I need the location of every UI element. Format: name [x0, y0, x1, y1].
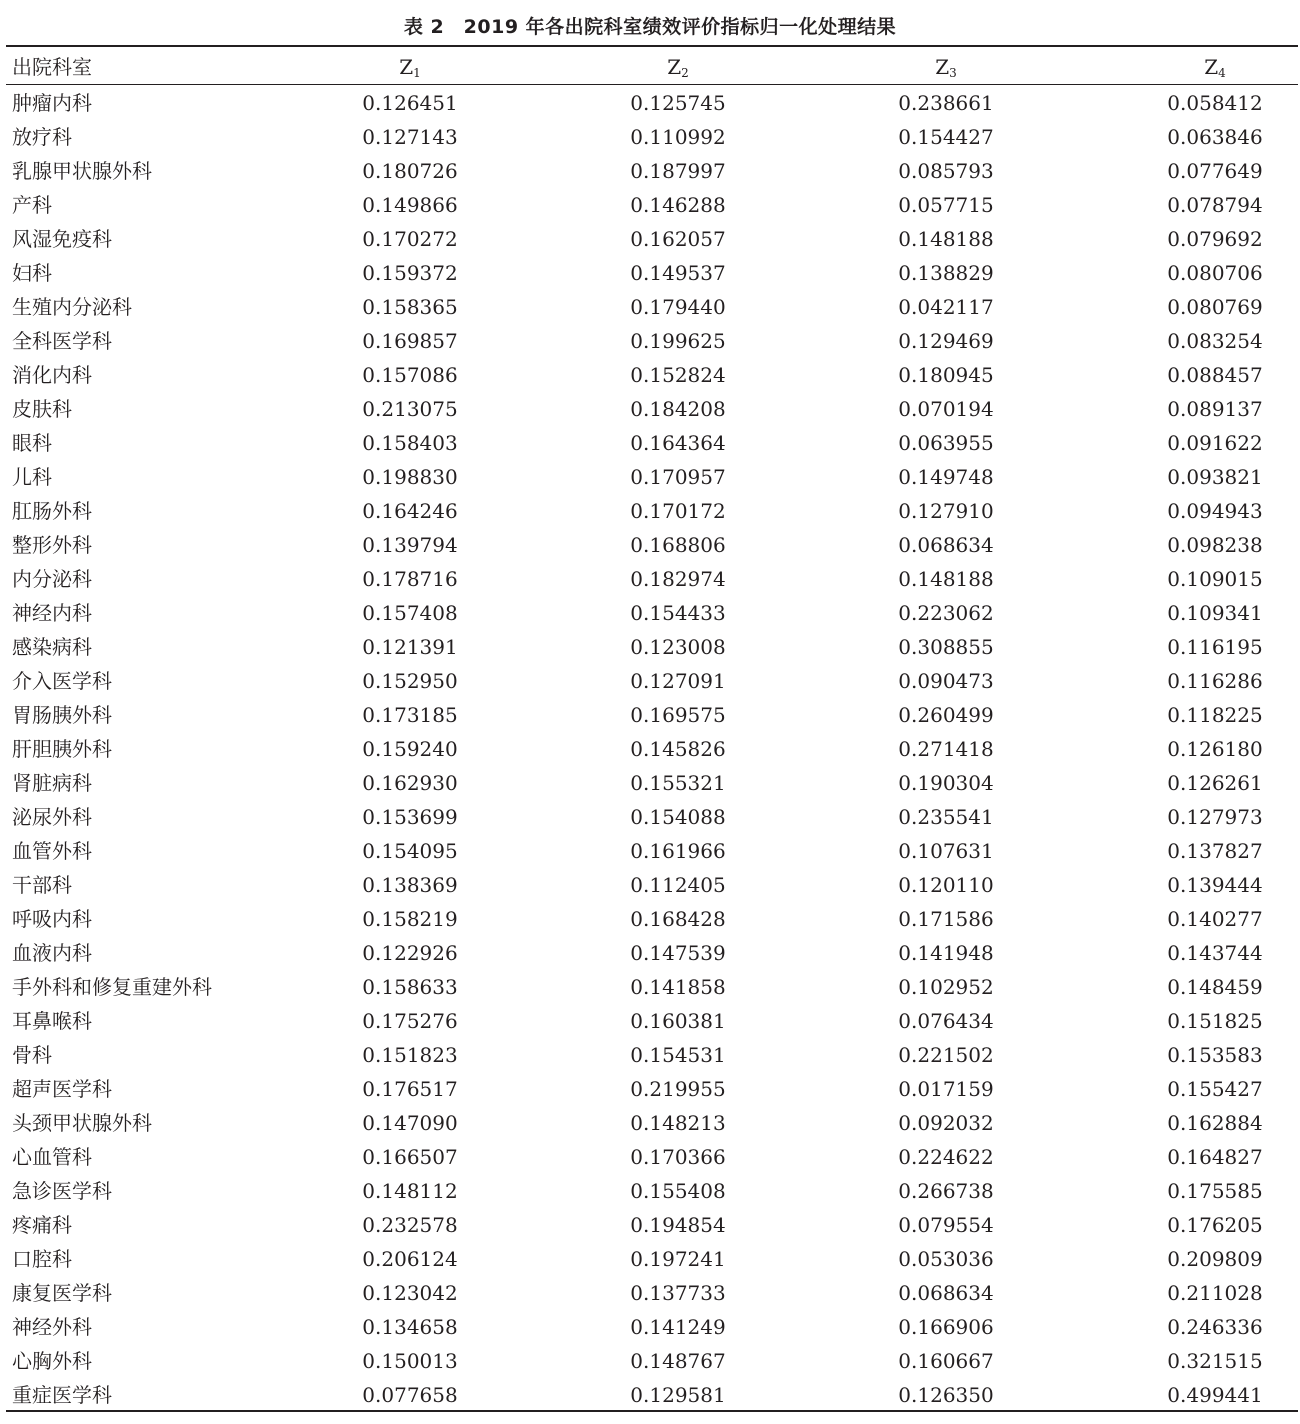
table-row	[0, 800, 1300, 834]
z2-cell: 0.154088	[630, 805, 726, 829]
z3-cell: 0.166906	[898, 1315, 994, 1339]
dept-cell: 妇科	[12, 261, 52, 285]
dept-cell: 疼痛科	[12, 1213, 72, 1237]
z3-cell: 0.308855	[898, 635, 994, 659]
z3-cell: 0.235541	[898, 805, 994, 829]
dept-cell: 介入医学科	[12, 669, 112, 693]
dept-cell: 心胸外科	[12, 1349, 92, 1373]
z2-cell: 0.147539	[630, 941, 726, 965]
z3-cell: 0.224622	[898, 1145, 994, 1169]
table-row	[0, 1072, 1300, 1106]
z2-cell: 0.154531	[630, 1043, 726, 1067]
dept-cell: 肿瘤内科	[12, 91, 92, 115]
table-row	[0, 392, 1300, 426]
z1-cell: 0.206124	[362, 1247, 458, 1271]
z1-cell: 0.158403	[362, 431, 458, 455]
dept-cell: 急诊医学科	[12, 1179, 112, 1203]
z1-cell: 0.213075	[362, 397, 458, 421]
z2-cell: 0.154433	[630, 601, 726, 625]
z1-cell: 0.176517	[362, 1077, 458, 1101]
z4-cell: 0.083254	[1167, 329, 1263, 353]
z1-cell: 0.198830	[362, 465, 458, 489]
z3-cell: 0.138829	[898, 261, 994, 285]
z2-cell: 0.146288	[630, 193, 726, 217]
z1-cell: 0.170272	[362, 227, 458, 251]
z2-cell: 0.162057	[630, 227, 726, 251]
z4-cell: 0.080769	[1167, 295, 1263, 319]
z4-cell: 0.143744	[1167, 941, 1263, 965]
dept-cell: 耳鼻喉科	[12, 1009, 92, 1033]
table-row	[0, 1004, 1300, 1038]
table-row	[0, 698, 1300, 732]
dept-cell: 肝胆胰外科	[12, 737, 112, 761]
table-row	[0, 222, 1300, 256]
z4-cell: 0.140277	[1167, 907, 1263, 931]
table-row	[0, 1106, 1300, 1140]
z1-cell: 0.153699	[362, 805, 458, 829]
z4-cell: 0.098238	[1167, 533, 1263, 557]
z1-cell: 0.134658	[362, 1315, 458, 1339]
z3-cell: 0.063955	[898, 431, 994, 455]
dept-cell: 感染病科	[12, 635, 92, 659]
z3-cell: 0.260499	[898, 703, 994, 727]
z4-cell: 0.088457	[1167, 363, 1263, 387]
table-row	[0, 154, 1300, 188]
z2-cell: 0.170366	[630, 1145, 726, 1169]
z4-cell: 0.211028	[1167, 1281, 1263, 1305]
z4-cell: 0.126261	[1167, 771, 1263, 795]
z1-cell: 0.158633	[362, 975, 458, 999]
z3-cell: 0.127910	[898, 499, 994, 523]
z3-cell: 0.221502	[898, 1043, 994, 1067]
dept-cell: 骨科	[12, 1043, 52, 1067]
z1-cell: 0.122926	[362, 941, 458, 965]
dept-cell: 肛肠外科	[12, 499, 92, 523]
z3-cell: 0.042117	[898, 295, 994, 319]
z4-cell: 0.116195	[1167, 635, 1263, 659]
dept-cell: 内分泌科	[12, 567, 92, 591]
header-dept: 出院科室	[12, 55, 92, 79]
table-header-row	[0, 50, 1300, 84]
table-row	[0, 1378, 1300, 1412]
table-bottom-rule	[6, 1410, 1298, 1412]
header-z2: $Z_2$	[667, 55, 689, 80]
z4-cell: 0.058412	[1167, 91, 1263, 115]
dept-cell: 放疗科	[12, 125, 72, 149]
z1-cell: 0.150013	[362, 1349, 458, 1373]
table-row	[0, 1344, 1300, 1378]
z2-cell: 0.160381	[630, 1009, 726, 1033]
z4-cell: 0.093821	[1167, 465, 1263, 489]
z2-cell: 0.145826	[630, 737, 726, 761]
table-title: 表 2 2019 年各出院科室绩效评价指标归一化处理结果	[403, 16, 897, 38]
z2-cell: 0.179440	[630, 295, 726, 319]
z3-cell: 0.085793	[898, 159, 994, 183]
table-row	[0, 1276, 1300, 1310]
dept-cell: 皮肤科	[12, 397, 72, 421]
z4-cell: 0.164827	[1167, 1145, 1263, 1169]
z4-cell: 0.153583	[1167, 1043, 1263, 1067]
z4-cell: 0.162884	[1167, 1111, 1263, 1135]
z1-cell: 0.151823	[362, 1043, 458, 1067]
dept-cell: 重症医学科	[12, 1383, 112, 1407]
table-row	[0, 324, 1300, 358]
z1-cell: 0.232578	[362, 1213, 458, 1237]
z4-cell: 0.094943	[1167, 499, 1263, 523]
z3-cell: 0.148188	[898, 567, 994, 591]
z4-cell: 0.118225	[1167, 703, 1263, 727]
table-row	[0, 290, 1300, 324]
z1-cell: 0.121391	[362, 635, 458, 659]
z3-cell: 0.171586	[898, 907, 994, 931]
z1-cell: 0.149866	[362, 193, 458, 217]
z3-cell: 0.017159	[898, 1077, 994, 1101]
table-row	[0, 460, 1300, 494]
z1-cell: 0.157086	[362, 363, 458, 387]
z2-cell: 0.168428	[630, 907, 726, 931]
z2-cell: 0.129581	[630, 1383, 726, 1407]
dept-cell: 泌尿外科	[12, 805, 92, 829]
z4-cell: 0.126180	[1167, 737, 1263, 761]
z1-cell: 0.139794	[362, 533, 458, 557]
z1-cell: 0.164246	[362, 499, 458, 523]
z2-cell: 0.148767	[630, 1349, 726, 1373]
z2-cell: 0.125745	[630, 91, 726, 115]
z2-cell: 0.155321	[630, 771, 726, 795]
z4-cell: 0.246336	[1167, 1315, 1263, 1339]
z1-cell: 0.148112	[362, 1179, 458, 1203]
z2-cell: 0.170172	[630, 499, 726, 523]
z2-cell: 0.149537	[630, 261, 726, 285]
z2-cell: 0.155408	[630, 1179, 726, 1203]
dept-cell: 风湿免疫科	[12, 227, 112, 251]
z4-cell: 0.116286	[1167, 669, 1263, 693]
z3-cell: 0.068634	[898, 533, 994, 557]
z3-cell: 0.079554	[898, 1213, 994, 1237]
header-z1: $Z_1$	[399, 55, 421, 80]
z2-cell: 0.127091	[630, 669, 726, 693]
z2-cell: 0.197241	[630, 1247, 726, 1271]
z1-cell: 0.169857	[362, 329, 458, 353]
dept-cell: 超声医学科	[12, 1077, 112, 1101]
dept-cell: 康复医学科	[12, 1281, 112, 1305]
z4-cell: 0.148459	[1167, 975, 1263, 999]
z1-cell: 0.166507	[362, 1145, 458, 1169]
header-z4: $Z_4$	[1204, 55, 1226, 80]
z1-cell: 0.127143	[362, 125, 458, 149]
z3-cell: 0.154427	[898, 125, 994, 149]
z2-cell: 0.161966	[630, 839, 726, 863]
z2-cell: 0.199625	[630, 329, 726, 353]
z3-cell: 0.057715	[898, 193, 994, 217]
z1-cell: 0.159240	[362, 737, 458, 761]
z4-cell: 0.175585	[1167, 1179, 1263, 1203]
z3-cell: 0.148188	[898, 227, 994, 251]
dept-cell: 肾脏病科	[12, 771, 92, 795]
z1-cell: 0.175276	[362, 1009, 458, 1033]
table-row	[0, 970, 1300, 1004]
z2-cell: 0.182974	[630, 567, 726, 591]
dept-cell: 血管外科	[12, 839, 92, 863]
dept-cell: 干部科	[12, 873, 72, 897]
z4-cell: 0.109341	[1167, 601, 1263, 625]
z4-cell: 0.321515	[1167, 1349, 1263, 1373]
dept-cell: 胃肠胰外科	[12, 703, 112, 727]
z3-cell: 0.190304	[898, 771, 994, 795]
z2-cell: 0.194854	[630, 1213, 726, 1237]
z4-cell: 0.078794	[1167, 193, 1263, 217]
table-row	[0, 1174, 1300, 1208]
z3-cell: 0.129469	[898, 329, 994, 353]
table-row	[0, 1140, 1300, 1174]
dept-cell: 消化内科	[12, 363, 92, 387]
z3-cell: 0.126350	[898, 1383, 994, 1407]
z2-cell: 0.184208	[630, 397, 726, 421]
table-row	[0, 936, 1300, 970]
z2-cell: 0.168806	[630, 533, 726, 557]
z1-cell: 0.159372	[362, 261, 458, 285]
header-z3: $Z_3$	[935, 55, 957, 80]
dept-cell: 产科	[12, 193, 52, 217]
z1-cell: 0.147090	[362, 1111, 458, 1135]
z2-cell: 0.148213	[630, 1111, 726, 1135]
table-row	[0, 1208, 1300, 1242]
z3-cell: 0.120110	[898, 873, 994, 897]
z4-cell: 0.127973	[1167, 805, 1263, 829]
z1-cell: 0.126451	[362, 91, 458, 115]
dept-cell: 手外科和修复重建外科	[12, 975, 212, 999]
z2-cell: 0.187997	[630, 159, 726, 183]
z3-cell: 0.090473	[898, 669, 994, 693]
z3-cell: 0.068634	[898, 1281, 994, 1305]
z1-cell: 0.152950	[362, 669, 458, 693]
table-row	[0, 732, 1300, 766]
table-row	[0, 188, 1300, 222]
table-row	[0, 902, 1300, 936]
dept-cell: 呼吸内科	[12, 907, 92, 931]
dept-cell: 心血管科	[12, 1145, 92, 1169]
dept-cell: 神经外科	[12, 1315, 92, 1339]
z2-cell: 0.110992	[630, 125, 726, 149]
z3-cell: 0.271418	[898, 737, 994, 761]
z1-cell: 0.173185	[362, 703, 458, 727]
z1-cell: 0.154095	[362, 839, 458, 863]
table-row	[0, 120, 1300, 154]
table-row	[0, 1310, 1300, 1344]
table-row	[0, 494, 1300, 528]
z1-cell: 0.162930	[362, 771, 458, 795]
z4-cell: 0.063846	[1167, 125, 1263, 149]
z4-cell: 0.109015	[1167, 567, 1263, 591]
z4-cell: 0.079692	[1167, 227, 1263, 251]
z2-cell: 0.152824	[630, 363, 726, 387]
z3-cell: 0.266738	[898, 1179, 994, 1203]
table-row	[0, 868, 1300, 902]
z3-cell: 0.107631	[898, 839, 994, 863]
table-row	[0, 596, 1300, 630]
table-row	[0, 630, 1300, 664]
table-row	[0, 834, 1300, 868]
z2-cell: 0.164364	[630, 431, 726, 455]
z4-cell: 0.091622	[1167, 431, 1263, 455]
dept-cell: 头颈甲状腺外科	[12, 1111, 152, 1135]
z1-cell: 0.123042	[362, 1281, 458, 1305]
dept-cell: 儿科	[12, 465, 52, 489]
table-row	[0, 766, 1300, 800]
z3-cell: 0.076434	[898, 1009, 994, 1033]
table-row	[0, 426, 1300, 460]
table-row	[0, 528, 1300, 562]
z2-cell: 0.141858	[630, 975, 726, 999]
table-row	[0, 562, 1300, 596]
dept-cell: 整形外科	[12, 533, 92, 557]
z1-cell: 0.138369	[362, 873, 458, 897]
z4-cell: 0.137827	[1167, 839, 1263, 863]
table-row	[0, 358, 1300, 392]
z3-cell: 0.160667	[898, 1349, 994, 1373]
z4-cell: 0.209809	[1167, 1247, 1263, 1271]
z4-cell: 0.080706	[1167, 261, 1263, 285]
z3-cell: 0.141948	[898, 941, 994, 965]
z3-cell: 0.092032	[898, 1111, 994, 1135]
z2-cell: 0.123008	[630, 635, 726, 659]
dept-cell: 生殖内分泌科	[12, 295, 132, 319]
z4-cell: 0.139444	[1167, 873, 1263, 897]
z1-cell: 0.157408	[362, 601, 458, 625]
z4-cell: 0.176205	[1167, 1213, 1263, 1237]
dept-cell: 眼科	[12, 431, 52, 455]
z2-cell: 0.137733	[630, 1281, 726, 1305]
z1-cell: 0.158219	[362, 907, 458, 931]
z3-cell: 0.102952	[898, 975, 994, 999]
z1-cell: 0.180726	[362, 159, 458, 183]
table-row	[0, 256, 1300, 290]
z4-cell: 0.499441	[1167, 1383, 1263, 1407]
z3-cell: 0.223062	[898, 601, 994, 625]
z3-cell: 0.149748	[898, 465, 994, 489]
z2-cell: 0.219955	[630, 1077, 726, 1101]
table-header-rule	[6, 84, 1298, 85]
z3-cell: 0.053036	[898, 1247, 994, 1271]
z2-cell: 0.169575	[630, 703, 726, 727]
dept-cell: 全科医学科	[12, 329, 112, 353]
table-row	[0, 1242, 1300, 1276]
dept-cell: 口腔科	[12, 1247, 72, 1271]
z4-cell: 0.077649	[1167, 159, 1263, 183]
z2-cell: 0.170957	[630, 465, 726, 489]
z4-cell: 0.089137	[1167, 397, 1263, 421]
z3-cell: 0.180945	[898, 363, 994, 387]
z2-cell: 0.112405	[630, 873, 726, 897]
z1-cell: 0.077658	[362, 1383, 458, 1407]
dept-cell: 血液内科	[12, 941, 92, 965]
z4-cell: 0.155427	[1167, 1077, 1263, 1101]
z2-cell: 0.141249	[630, 1315, 726, 1339]
z1-cell: 0.158365	[362, 295, 458, 319]
z3-cell: 0.238661	[898, 91, 994, 115]
table-row	[0, 86, 1300, 120]
table-top-rule	[6, 45, 1298, 47]
table-row	[0, 664, 1300, 698]
dept-cell: 乳腺甲状腺外科	[12, 159, 152, 183]
z4-cell: 0.151825	[1167, 1009, 1263, 1033]
dept-cell: 神经内科	[12, 601, 92, 625]
z3-cell: 0.070194	[898, 397, 994, 421]
z1-cell: 0.178716	[362, 567, 458, 591]
table-row	[0, 1038, 1300, 1072]
